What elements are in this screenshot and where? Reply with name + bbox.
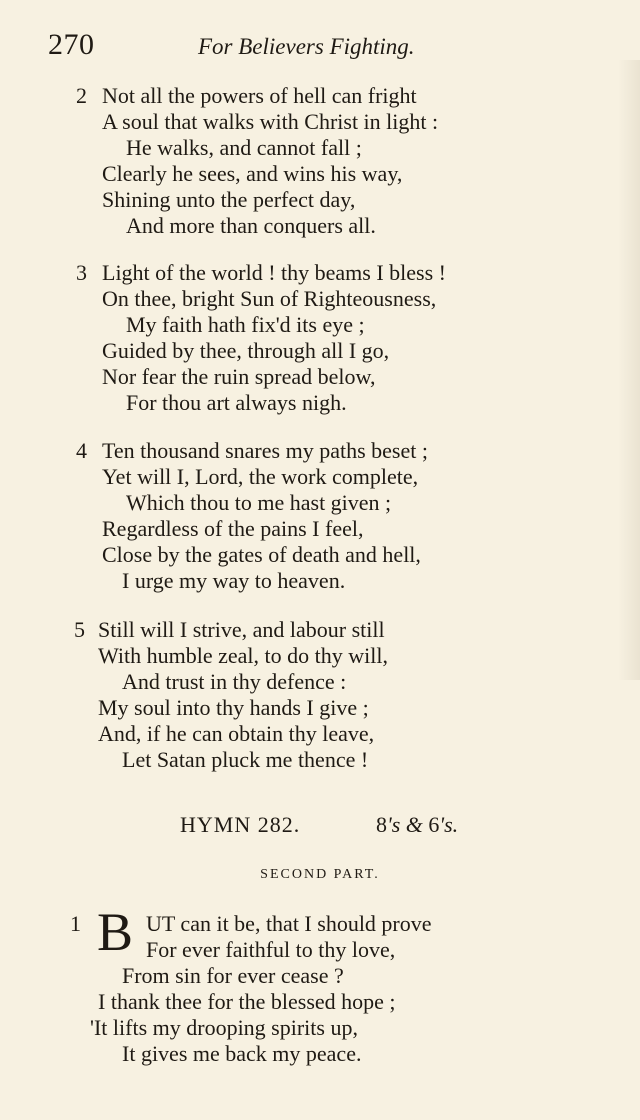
meter-number: 8 — [376, 812, 387, 837]
verse-line: My soul into thy hands I give ; — [98, 695, 369, 720]
verse-line: Let Satan pluck me thence ! — [122, 747, 369, 772]
verse-line: Guided by thee, through all I go, — [102, 338, 390, 363]
stanza-number: 1 — [70, 911, 81, 936]
verse-line: And, if he can obtain thy leave, — [98, 721, 375, 746]
verse-line: Regardless of the pains I feel, — [102, 516, 364, 541]
meter-number: 6 — [428, 812, 440, 837]
verse-line: A soul that walks with Christ in light : — [102, 109, 439, 134]
verse-line: Which thou to me hast given ; — [126, 490, 392, 515]
drop-cap: B — [97, 902, 134, 962]
verse-line: On thee, bright Sun of Righteousness, — [102, 286, 437, 311]
verse-line: For ever faithful to thy love, — [146, 937, 396, 962]
verse-line: Nor fear the ruin spread below, — [102, 364, 376, 389]
verse-line: It gives me back my peace. — [122, 1041, 362, 1066]
running-title: For Believers Fighting. — [198, 34, 415, 59]
verse-line: Close by the gates of death and hell, — [102, 542, 421, 567]
verse-line: For thou art always nigh. — [126, 390, 347, 415]
page-number: 270 — [48, 28, 95, 61]
verse-line: And trust in thy defence : — [122, 669, 347, 694]
verse-line: Still will I strive, and labour still — [98, 617, 385, 642]
page-header — [48, 28, 600, 68]
verse-line: I thank thee for the blessed hope ; — [98, 989, 396, 1014]
meter-suffix: 's — [387, 812, 401, 837]
hymn-meter — [376, 812, 458, 838]
verse-line: I urge my way to heaven. — [122, 568, 346, 593]
verse-line: UT can it be, that I should prove — [146, 911, 432, 936]
verse-line: He walks, and cannot fall ; — [126, 135, 362, 160]
verse-line: Not all the powers of hell can fright — [102, 83, 417, 108]
verse-line: And more than conquers all. — [126, 213, 376, 238]
verse-line: Shining unto the perfect day, — [102, 187, 356, 212]
meter-ampersand: & — [400, 812, 429, 837]
verse-line: My faith hath fix'd its eye ; — [126, 312, 365, 337]
stanza-number: 2 — [76, 83, 87, 108]
verse-line: Clearly he sees, and wins his way, — [102, 161, 403, 186]
verse-line: Yet will I, Lord, the work complete, — [102, 464, 419, 489]
verse-line: Ten thousand snares my paths beset ; — [102, 438, 428, 463]
verse-line: Light of the world ! thy beams I bless ! — [102, 260, 446, 285]
hymn-title: HYMN 282. — [180, 812, 301, 837]
verse-line: From sin for ever cease ? — [122, 963, 344, 988]
stanza-number: 5 — [74, 617, 85, 642]
meter-suffix: 's. — [439, 812, 459, 837]
stanza-number: 4 — [76, 438, 87, 463]
verse-line: With humble zeal, to do thy will, — [98, 643, 388, 668]
bleed-through-shadow — [618, 60, 640, 680]
verse-line: 'It lifts my drooping spirits up, — [90, 1015, 358, 1040]
stanza-number: 3 — [76, 260, 87, 285]
section-heading: SECOND PART. — [260, 867, 380, 882]
